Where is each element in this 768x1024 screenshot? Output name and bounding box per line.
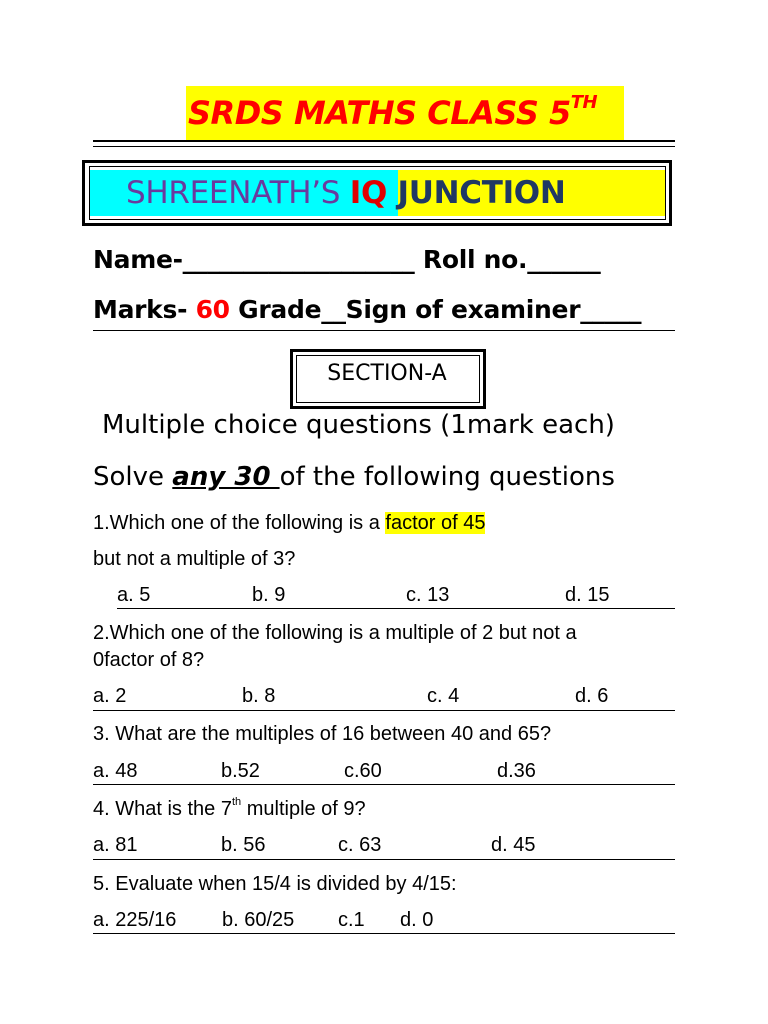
question-4-divider [93, 859, 675, 860]
question-2-divider [93, 710, 675, 711]
question-1-highlight: factor of 45 [385, 512, 486, 534]
question-1-line-2: but not a multiple of 3? [93, 548, 296, 570]
question-4-text: 4. What is the 7 [93, 798, 232, 820]
question-1-option-b: b. 9 [252, 584, 286, 606]
question-5-divider [93, 933, 675, 934]
marks-line [93, 295, 641, 324]
title-rule [93, 140, 675, 142]
title-superscript: TH [570, 92, 598, 114]
instruction-emphasis: any 30 [172, 462, 280, 492]
question-2-option-d: d. 6 [575, 685, 609, 707]
question-4-option-b: b. 56 [221, 834, 266, 856]
question-5-option-d: d. 0 [400, 909, 434, 931]
instruction-pre: Solve [93, 462, 173, 492]
question-5-line-1: 5. Evaluate when 15/4 is divided by 4/15: [93, 873, 457, 895]
question-5-option-c: c.1 [338, 909, 365, 931]
question-3-option-d: d.36 [497, 760, 536, 782]
question-4-text-end: multiple of 9? [241, 798, 366, 820]
question-1-option-d: d. 15 [565, 584, 610, 606]
question-4-option-d: d. 45 [491, 834, 536, 856]
question-1-line-1 [93, 512, 485, 535]
banner-junction: JUNCTION [387, 175, 566, 211]
question-5-option-b: b. 60/25 [222, 909, 295, 931]
banner-text [126, 175, 566, 211]
question-3-divider [93, 784, 675, 785]
title-text: SRDS MATHS CLASS 5 [188, 94, 571, 132]
question-1-option-a: a. 5 [117, 584, 151, 606]
question-4-superscript: th [231, 796, 242, 809]
mcq-heading: Multiple choice questions (1mark each) [102, 410, 615, 440]
question-3-option-c: c.60 [344, 760, 382, 782]
instruction-post: of the following questions [279, 462, 615, 492]
banner-iq: IQ [349, 175, 388, 211]
banner-name: SHREENATH’S [126, 175, 350, 211]
grade-sign-line: Grade__Sign of examiner_____ [229, 295, 642, 324]
marks-value: 60 [195, 295, 230, 324]
section-label: SECTION-A [327, 361, 447, 386]
title-highlight [186, 86, 624, 142]
name-roll-line: Name-___________________ Roll no.______ [93, 245, 601, 274]
question-1-divider [117, 608, 675, 609]
instruction [93, 462, 615, 492]
question-1-option-c: c. 13 [406, 584, 450, 606]
question-2-option-c: c. 4 [427, 685, 460, 707]
question-3-option-a: a. 48 [93, 760, 138, 782]
question-4-line-1 [93, 798, 366, 821]
banner-frame [89, 166, 666, 220]
page-title [188, 94, 597, 132]
question-4-option-c: c. 63 [338, 834, 382, 856]
question-2-option-b: b. 8 [242, 685, 276, 707]
question-3-option-b: b.52 [221, 760, 260, 782]
question-2-line-1: 2.Which one of the following is a multiple of 2 but not a [93, 622, 577, 644]
header-divider [93, 330, 675, 331]
question-1-text: 1.Which one of the following is a [93, 512, 386, 534]
question-3-line-1: 3. What are the multiples of 16 between 40 and 65? [93, 723, 552, 745]
question-2-option-a: a. 2 [93, 685, 127, 707]
question-5-option-a: a. 225/16 [93, 909, 177, 931]
title-rule-secondary [93, 146, 675, 147]
question-2-line-2: 0factor of 8? [93, 649, 205, 671]
marks-label: Marks- [93, 295, 196, 324]
question-4-option-a: a. 81 [93, 834, 138, 856]
